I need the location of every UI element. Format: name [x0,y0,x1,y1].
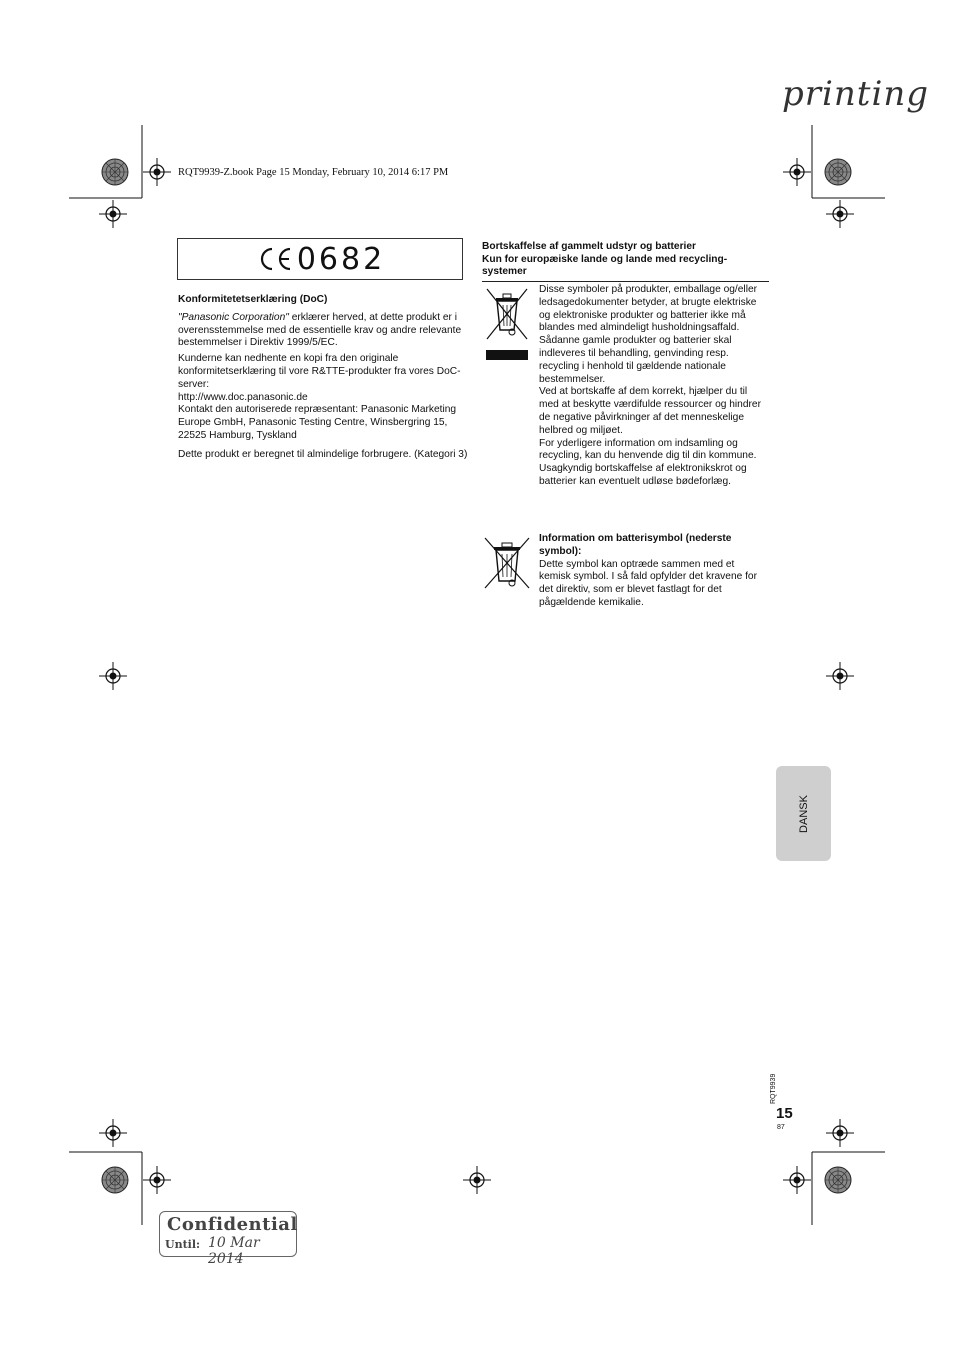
confidential-stamp [159,1211,298,1267]
doc-paragraph-2: Kunderne kan nedhente en kopi fra den originale konformitetserklæring til vore R&TTE-produkter fra vores DoC-server: [178,353,461,390]
confidential-until-label: Until: [165,1238,201,1251]
doc-paragraph-3: Kontakt den autoriserede repræsentant: Panasonic Marketing Europe GmbH, Panasonic Testing Centre, Winsbergring 15, 22525 Hamburg, Tyskland [178,404,457,441]
confidential-title: Confidential [167,1214,298,1235]
disposal-paragraph-5: Usagkyndig bortskaffelse af elektronikskrot og batterier kan eventuelt udløse bødeforlæg. [539,463,747,487]
page-number: 15 [776,1105,793,1122]
doc-paragraph-1 [178,312,468,350]
book-header-line: RQT9939-Z.book Page 15 Monday, February 10, 2014 6:17 PM [178,167,449,178]
doc-section [178,294,468,465]
model-code: RQT9939 [770,1073,777,1104]
doc-paragraph-4: Dette produkt er beregnet til almindelige forbrugere. (Kategori 3) [178,448,468,460]
sub-page-number: 87 [777,1124,785,1131]
doc-company-name: "Panasonic Corporation" [178,311,289,323]
language-tab [776,766,831,861]
disposal-paragraph-4: For yderligere information om indsamling og recycling, kan du henvende dig til din kommune. [539,437,757,462]
battery-symbol-heading: Information om batterisymbol (nederste symbol): [539,533,732,557]
separate-collection-bar [486,350,528,360]
battery-crossed-bin-icon [482,535,532,591]
disposal-heading-line-1: Bortskaffelse af gammelt udstyr og batterier [482,241,696,252]
battery-symbol-text: Dette symbol kan optræde sammen med et kemisk symbol. I så fald opfylder det kravene for det direktiv, som er blevet fastlagt for det pågældende kemikalie. [539,558,757,608]
disposal-paragraph-3: Ved at bortskaffe af dem korrekt, hjælper du til med at beskytte værdifulde ressourcer og hindrer de negative påvirkninger af det menneskelige helbred og miljøet. [539,386,761,436]
doc-url: http://www.doc.panasonic.de [178,391,308,403]
crossed-bin-icon [482,286,532,342]
battery-symbol-info [539,533,767,610]
disposal-paragraph-1: Disse symboler på produkter, emballage og/eller ledsagedokumenter betyder, at brugte elektriske og elektroniske produkter og batterier ikke må blandes med almindeligt husholdningsaffald. [539,284,758,334]
printing-stamp: printing [782,74,929,114]
disposal-heading [482,241,769,282]
language-tab-label: DANSK [797,794,810,833]
ce-notified-body-number: 0682 [296,241,386,277]
doc-paragraph-1-text: erklærer herved, at dette produkt er i overensstemmelse med de essentielle krav og andre relevante bestemmelser i Direktiv 1999/5/EC. [178,311,462,349]
disposal-paragraph-2: Sådanne gamle produkter og batterier skal indleveres til behandling, genvinding resp. recycling i henhold til gældende nationale bestemmelser. [539,335,732,385]
doc-heading: Konformitetetserklæring (DoC) [178,294,328,305]
confidential-date: 10 Mar 2014 [208,1235,260,1267]
ce-mark-box [177,238,463,280]
disposal-text [539,284,767,489]
ce-logo-icon [255,246,293,272]
disposal-heading-line-2: Kun for europæiske lande og lande med recycling-systemer [482,253,728,278]
